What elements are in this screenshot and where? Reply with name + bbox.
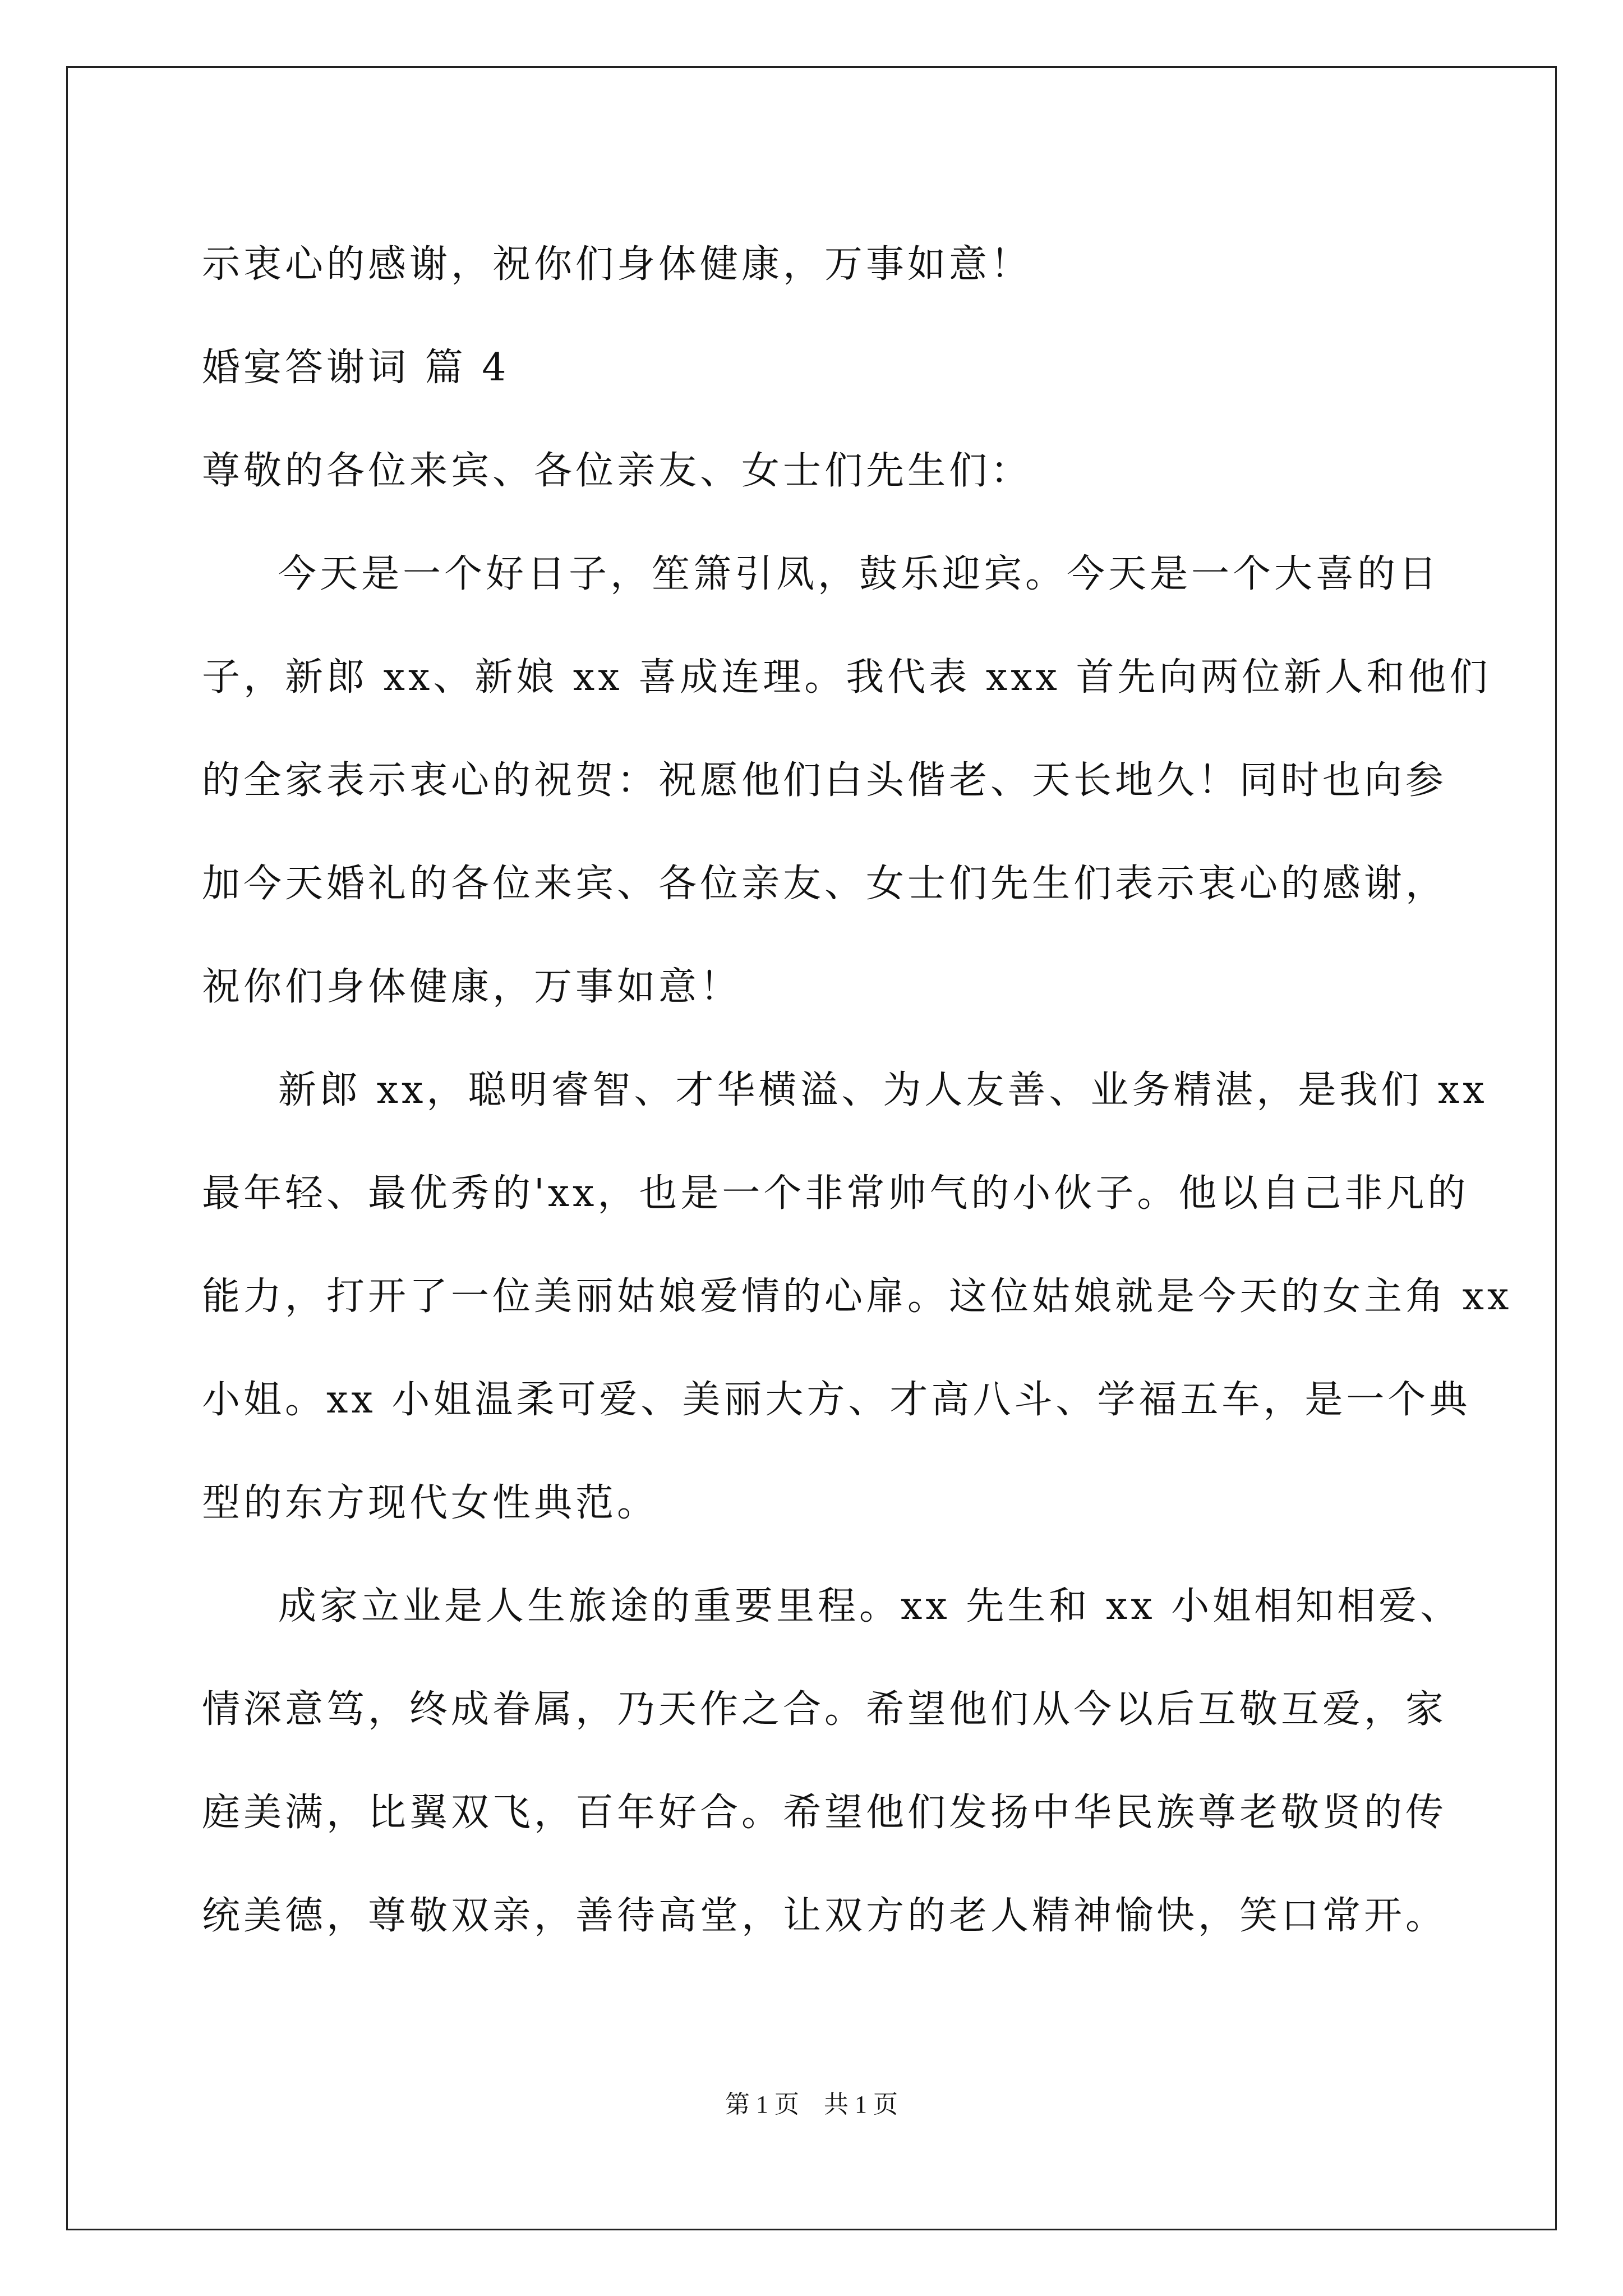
paragraph-start: 新郎 xx，聪明睿智、才华横溢、为人友善、业务精湛，是我们 xx xyxy=(278,1068,1488,1112)
paragraph-start: 今天是一个好日子，笙箫引凤，鼓乐迎宾。今天是一个大喜的日 xyxy=(278,552,1441,596)
text-line: 最年轻、最优秀的'xx，也是一个非常帅气的小伙子。他以自己非凡的 xyxy=(202,1171,1469,1216)
text-line: 型的东方现代女性典范。 xyxy=(202,1481,659,1525)
text-line: 子，新郎 xx、新娘 xx 喜成连理。我代表 xxx 首先向两位新人和他们 xyxy=(202,655,1491,700)
text-line: 能力，打开了一位美丽姑娘爱情的心扉。这位姑娘就是今天的女主角 xx xyxy=(202,1274,1513,1319)
text-line: 示衷心的感谢，祝你们身体健康，万事如意！ xyxy=(202,242,1032,287)
text-line: 统美德，尊敬双亲，善待高堂，让双方的老人精神愉快，笑口常开。 xyxy=(202,1894,1447,1938)
document-body xyxy=(202,213,1513,1968)
page-total: 共 1 页 xyxy=(824,2091,898,2118)
page-footer xyxy=(0,2088,1623,2122)
text-line: 的全家表示衷心的祝贺：祝愿他们白头偕老、天长地久！同时也向参 xyxy=(202,758,1447,803)
page-number: 第 1 页 xyxy=(725,2091,799,2118)
text-line: 庭美满，比翼双飞，百年好合。希望他们发扬中华民族尊老敬贤的传 xyxy=(202,1791,1447,1835)
text-line: 加今天婚礼的各位来宾、各位亲友、女士们先生们表示衷心的感谢， xyxy=(202,862,1447,906)
text-line: 祝你们身体健康，万事如意！ xyxy=(202,965,742,1009)
salutation: 尊敬的各位来宾、各位亲友、女士们先生们： xyxy=(202,449,1032,493)
text-line: 情深意笃，终成眷属，乃天作之合。希望他们从今以后互敬互爱，家 xyxy=(202,1687,1447,1732)
section-heading: 婚宴答谢词 篇 4 xyxy=(202,346,510,390)
text-line: 小姐。xx 小姐温柔可爱、美丽大方、才高八斗、学福五车，是一个典 xyxy=(202,1378,1471,1422)
paragraph-start: 成家立业是人生旅途的重要里程。xx 先生和 xx 小姐相知相爱、 xyxy=(278,1584,1462,1628)
